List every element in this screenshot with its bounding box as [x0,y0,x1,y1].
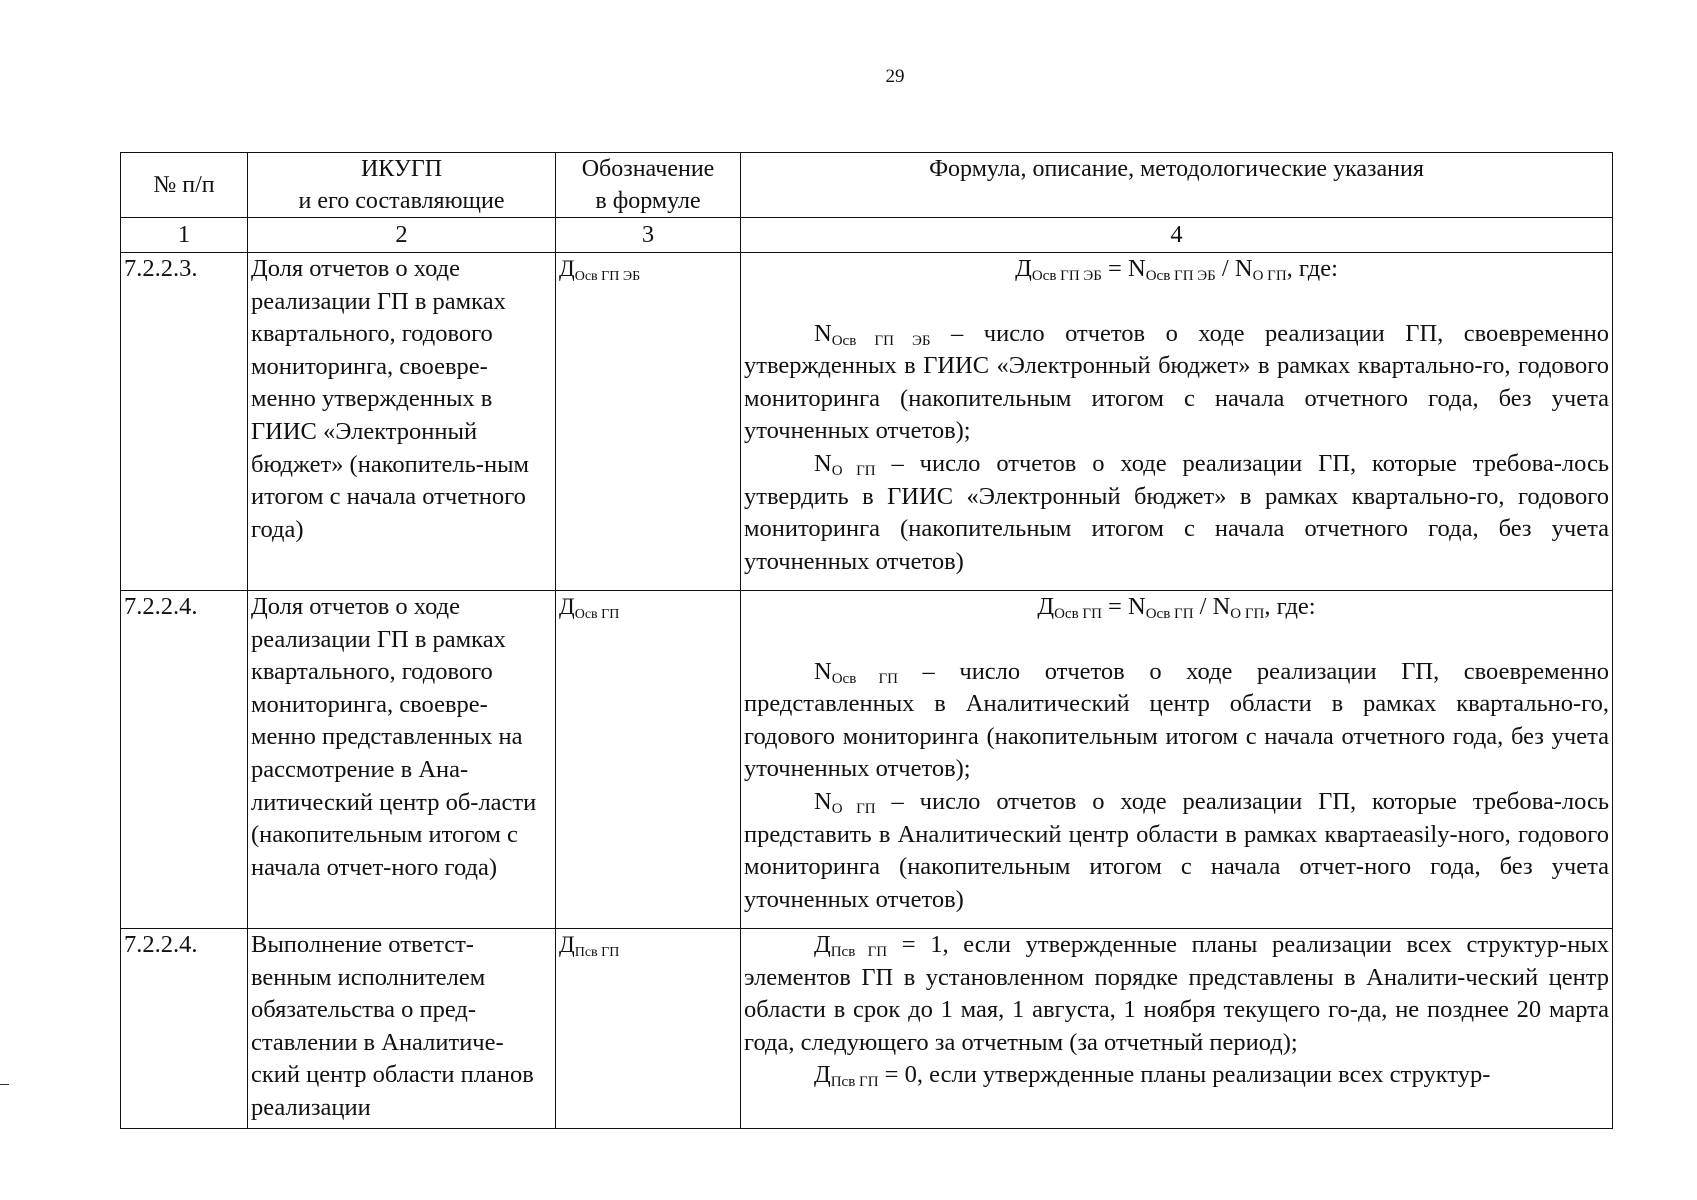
definition-paragraph: $N_{О ГП}$ – число отчетов о ходе реализации ГП, которые требова-лось представить в Аналитический центр области в рамках квартаeasily-ного, годового мониторинга (накопительным итогом с начала отчет-ного года, без учета уточненных отчетов) [744,787,1610,913]
formula: $Д_{Осв ГП ЭБ} = N_{Осв ГП ЭБ} / N_{О ГП}$, где: [1015,255,1338,284]
margin-mark [0,1084,9,1085]
header-col-symbol-line1: Обозначение [581,156,715,182]
definition-paragraph: $N_{О ГП}$ – число отчетов о ходе реализации ГП, которые требова-лось утвердить в ГИИС «Электронный бюджет» в рамках квартально-го, годового мониторинга (накопительным итогом с начала отчетного года, без учета уточненных отчетов) [744,449,1610,575]
row-number: 7.2.2.4. [121,591,248,929]
definition-paragraph: $Д_{Псв ГП} = 0$, если утвержденные планы реализации всех структур- [814,1061,1491,1091]
header-col-indicator [248,153,556,218]
definition-paragraph: $N_{Осв ГП}$ – число отчетов о ходе реализации ГП, своевременно представленных в Аналитический центр области в рамках квартально-го, годового мониторинга (накопительным итогом с начала отчетного года, без учета уточненных отчетов); [744,657,1610,783]
indicator-name: Доля отчетов о ходе реализации ГП в рамках квартального, годового мониторинга, своевре-менно представленных на рассмотрение в Ана-литический центр об-ласти (накопительным итогом с начала отчет-ного года) [248,591,556,929]
table-header-row [121,153,1613,218]
header-col-formula: Формула, описание, методологические указания [741,153,1613,218]
column-number: 1 [121,218,248,253]
column-number: 4 [741,218,1613,253]
table-row [121,929,1613,1129]
indicator-name: Доля отчетов о ходе реализации ГП в рамках квартального, годового мониторинга, своевре-менно утвержденных в ГИИС «Электронный бюджет» (накопитель-ным итогом с начала отчетного года) [248,253,556,591]
formula-symbol: $Д_{Осв ГП ЭБ}$ [556,253,741,591]
table-row [121,253,1613,591]
definition-paragraph: $N_{Осв ГП ЭБ}$ – число отчетов о ходе реализации ГП, своевременно утвержденных в ГИИС «Электронный бюджет» в рамках квартально-го, годового мониторинга (накопительным итогом с начала отчетного года, без учета уточненных отчетов); [744,319,1609,445]
column-number: 3 [556,218,741,253]
formula-description [741,929,1613,1129]
indicator-table [120,152,1613,1129]
formula-description [741,591,1613,929]
definition-paragraph: $Д_{Псв ГП} = 1$, если утвержденные планы реализации всех структур-ных элементов ГП в установленном порядке представлены в Аналити-ческий центр области в срок до 1 мая, 1 августа, 1 ноября текущего го-да, не позднее 20 марта года, следующего за отчетным (за отчетный период); [744,931,1610,1056]
row-number: 7.2.2.4. [121,929,248,1129]
formula-description [741,253,1613,591]
header-col-indicator-line1: ИКУГП [360,156,443,182]
formula-symbol: $Д_{Осв ГП}$ [556,591,741,929]
column-number-row [121,218,1613,253]
header-col-symbol [556,153,741,218]
page-number: 29 [885,66,905,87]
table-row [121,591,1613,929]
header-col-symbol-line2: в формуле [595,188,701,214]
row-number: 7.2.2.3. [121,253,248,591]
formula: $Д_{Осв ГП} = N_{Осв ГП} / N_{О ГП}$, где: [1037,593,1316,622]
indicator-name: Выполнение ответст-венным исполнителем обязательства о пред-ставлении в Аналитиче-ский центр области планов реализации [248,929,556,1129]
header-col-number: № п/п [121,153,248,218]
formula-symbol: $Д_{Псв ГП}$ [556,929,741,1129]
column-number: 2 [248,218,556,253]
header-col-indicator-line2: и его составляющие [298,188,505,214]
